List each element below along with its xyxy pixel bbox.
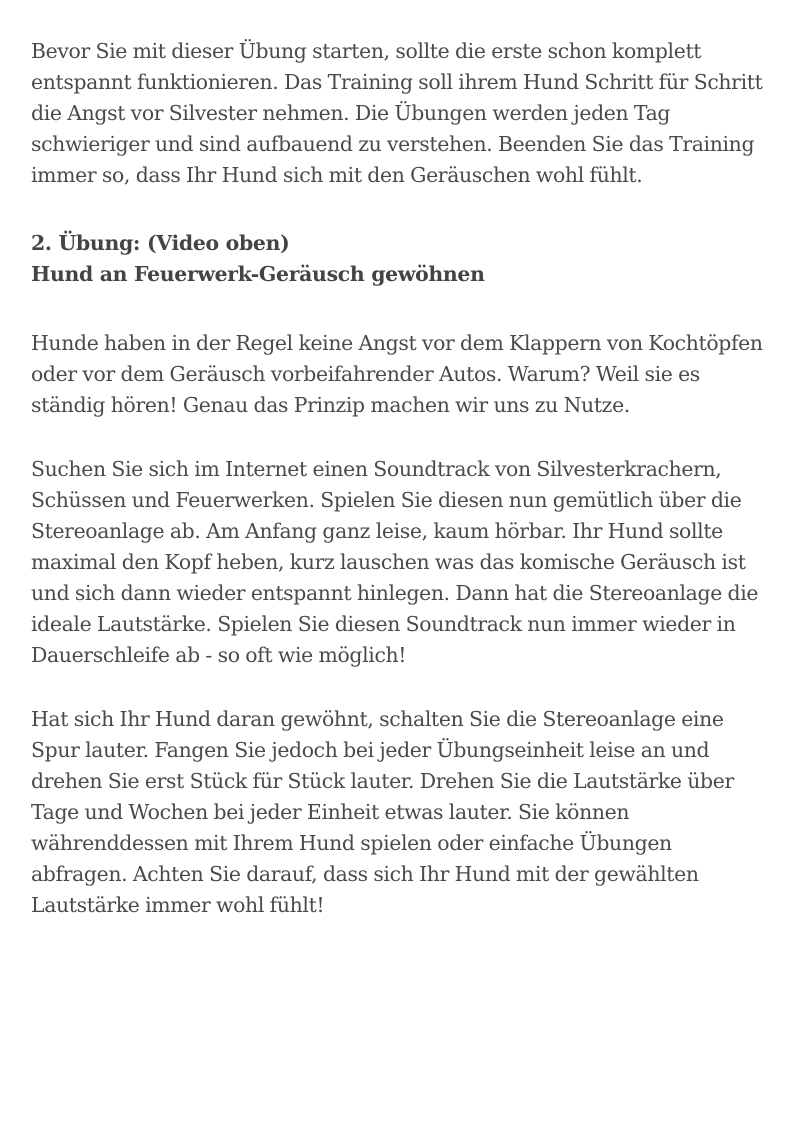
spacer (31, 191, 771, 228)
spacer (31, 671, 771, 704)
section-heading-line2: Hund an Feuerwerk-Geräusch gewöhnen (31, 262, 485, 286)
section-heading (31, 228, 771, 290)
intro-paragraph: Bevor Sie mit dieser Übung starten, sollte die erste schon komplett entspannt funktionieren. Das Training soll ihrem Hund Schritt für Schritt die Angst vor Silvester nehmen. Die Übungen werden jeden Tag schwieriger und sind aufbauend zu verstehen. Beenden Sie das Training immer so, dass Ihr Hund sich mit den Geräuschen wohl fühlt. (31, 39, 763, 187)
spacer (31, 421, 771, 454)
body-paragraph-3: Hat sich Ihr Hund daran gewöhnt, schalten Sie die Stereoanlage eine Spur lauter. Fangen Sie jedoch bei jeder Übungseinheit leise an und drehen Sie erst Stück für Stück lauter. Drehen Sie die Lautstärke über Tage und Wochen bei jeder Einheit etwas lauter. Sie können währenddessen mit Ihrem Hund spielen oder einfache Übungen abfragen. Achten Sie darauf, dass sich Ihr Hund mit der gewählten Lautstärke immer wohl fühlt! (31, 707, 734, 917)
section-heading-line1: 2. Übung: (Video oben) (31, 231, 290, 255)
body-paragraph-2: Suchen Sie sich im Internet einen Soundtrack von Silvesterkrachern, Schüssen und Feuerwerken. Spielen Sie diesen nun gemütlich über die Stereoanlage ab. Am Anfang ganz leise, kaum hörbar. Ihr Hund sollte maximal den Kopf heben, kurz lauschen was das komische Geräusch ist und sich dann wieder entspannt hinlegen. Dann hat die Stereoanlage die ideale Lautstärke. Spielen Sie diesen Soundtrack nun immer wieder in Dauerschleife ab - so oft wie möglich! (31, 457, 759, 667)
body-paragraph-1: Hunde haben in der Regel keine Angst vor dem Klappern von Kochtöpfen oder vor dem Geräusch vorbeifahrender Autos. Warum? Weil sie es ständig hören! Genau das Prinzip machen wir uns zu Nutze. (31, 331, 763, 417)
spacer (31, 290, 771, 328)
article-body (31, 36, 771, 921)
